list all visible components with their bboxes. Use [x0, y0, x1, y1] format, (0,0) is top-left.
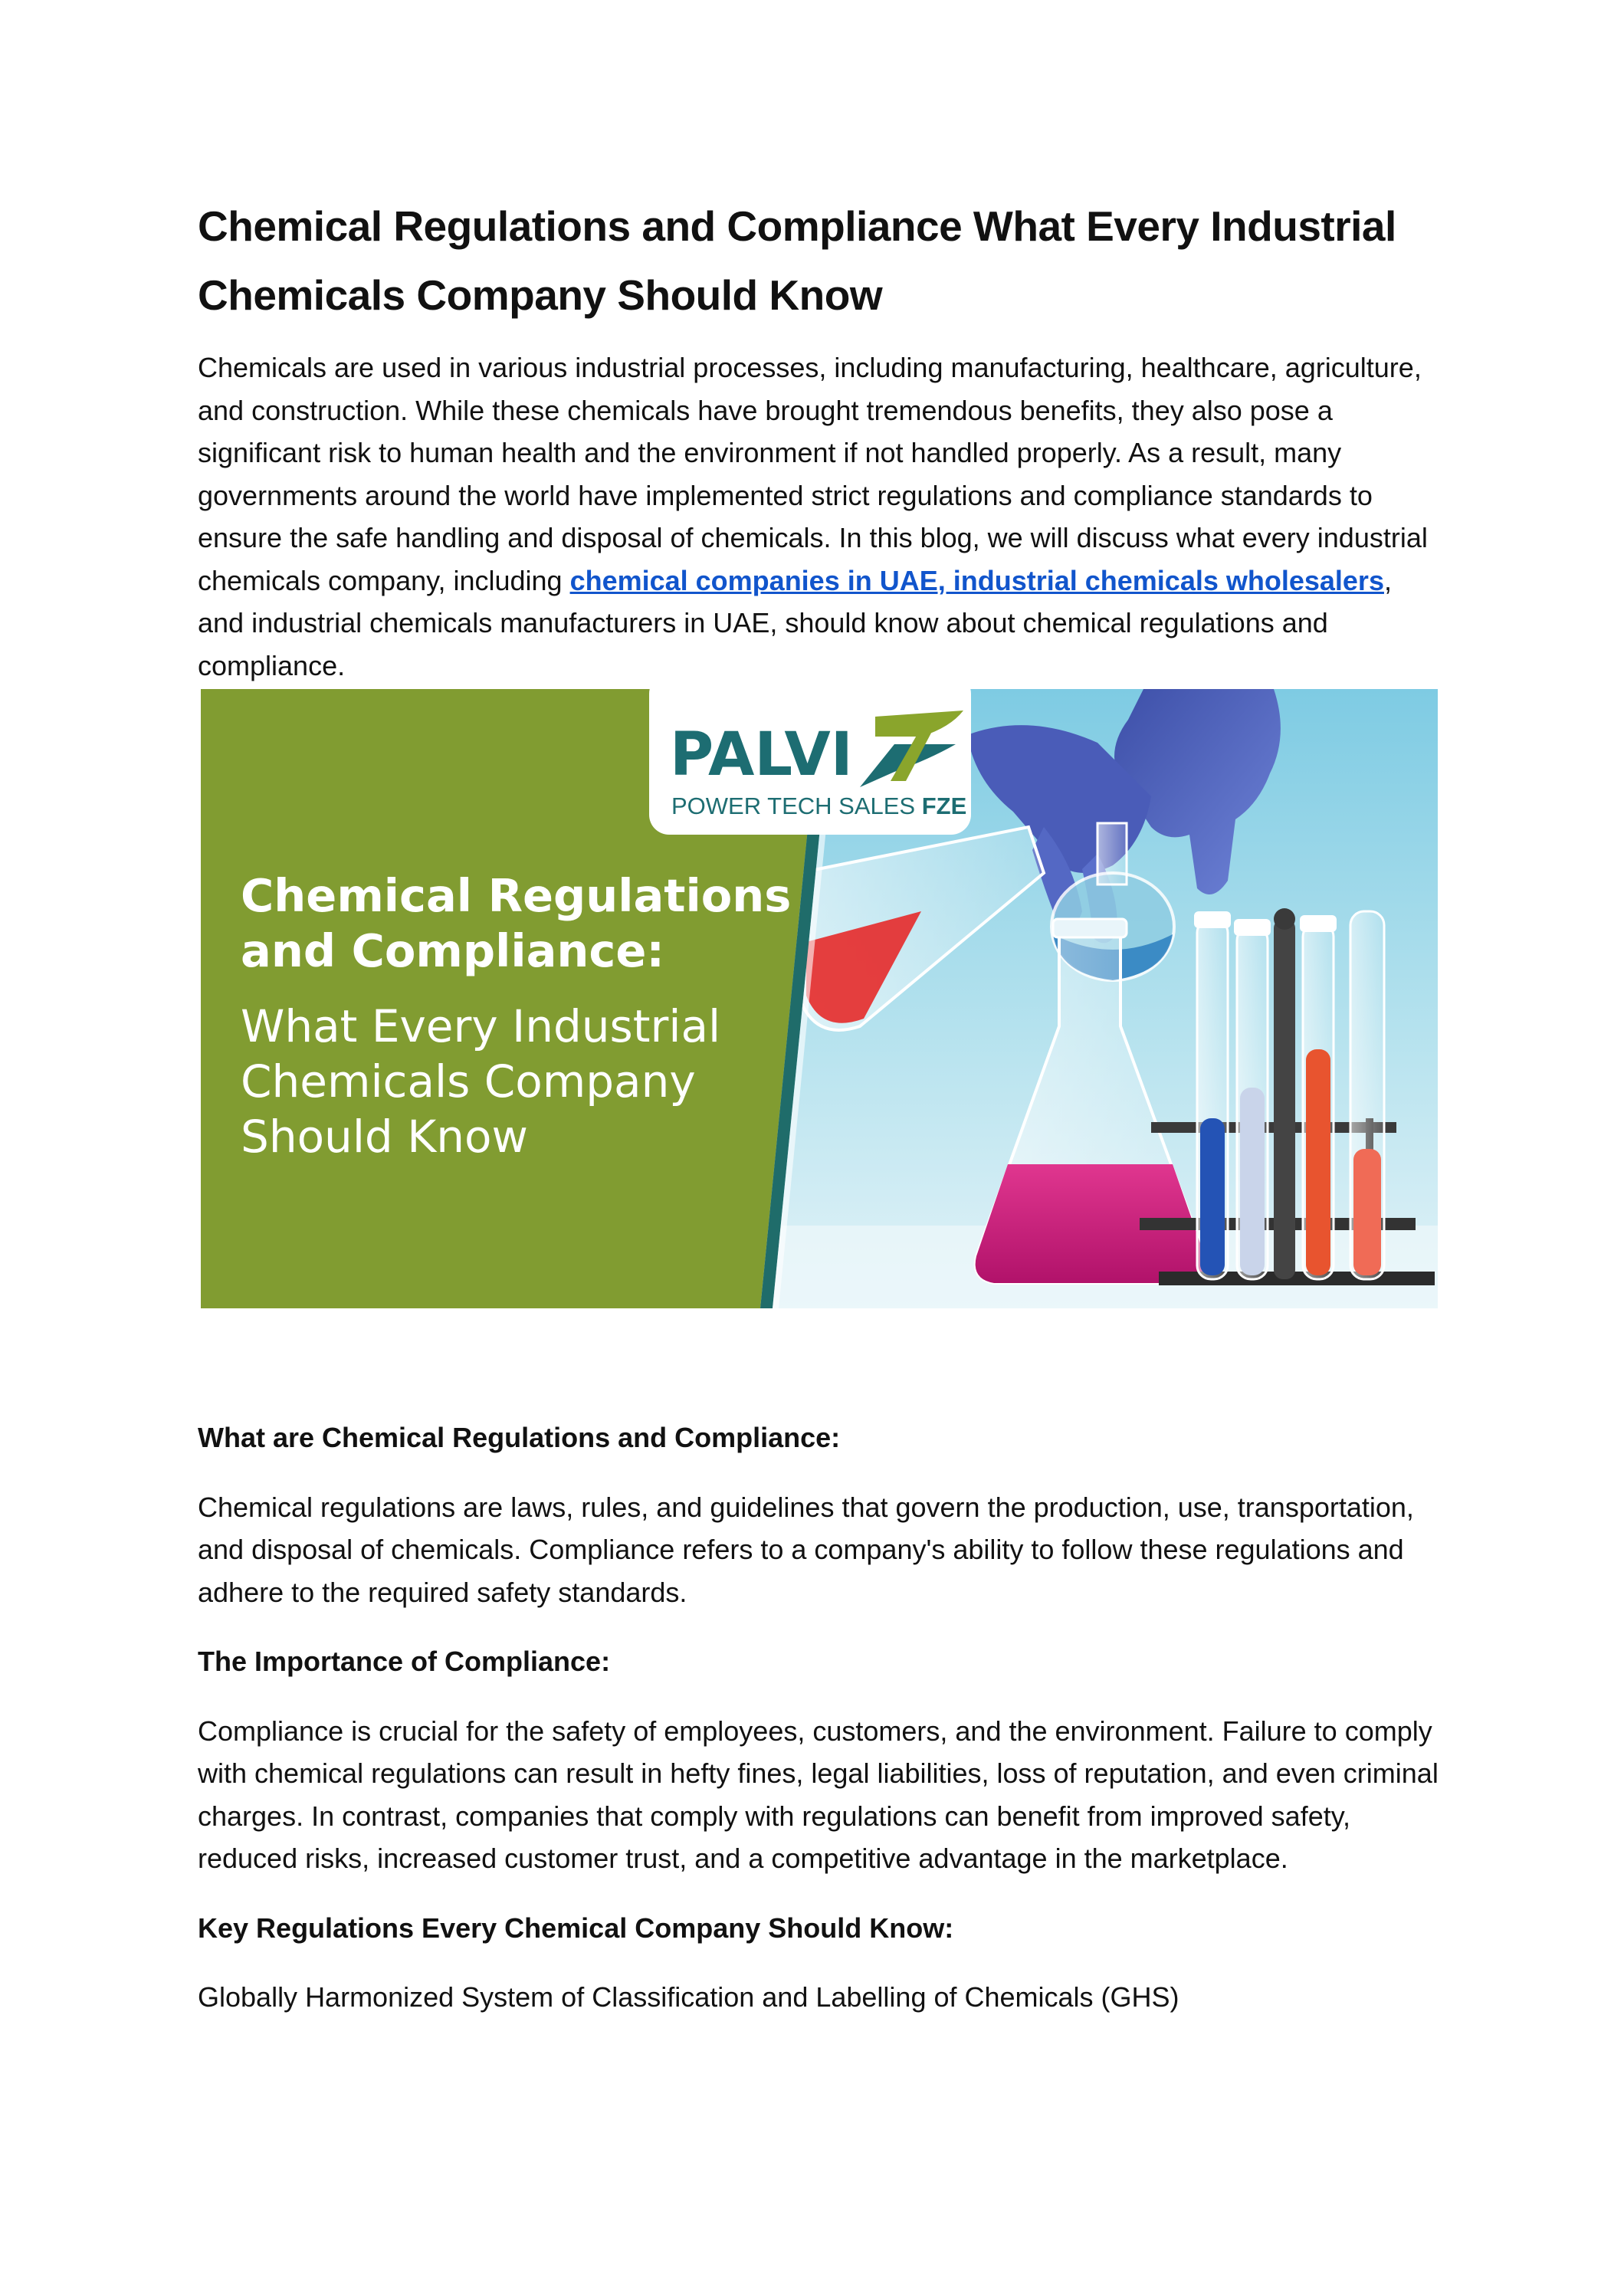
banner-image [201, 689, 1438, 1308]
banner-heading-line2: and Compliance: [241, 924, 664, 977]
article-header [198, 192, 1439, 687]
section-body-3: Globally Harmonized System of Classification and Labelling of Chemicals (GHS) [198, 1981, 1179, 2013]
intro-text: Chemicals are used in various industrial processes, including manufacturing, healthcare, agriculture, and construction. While these chemicals have brought tremendous benefits, they also pose a significant risk to human health and the environment if not handled properly. As a result, many governments around the world have implemented strict regulations and compliance standards to ensure the safe handling and disposal of chemicals. In this blog, we will discuss what every industrial chemicals company, including [198, 352, 1428, 596]
chemical-companies-link[interactable]: chemical companies in UAE, industrial chemicals wholesalers [569, 564, 1384, 596]
banner-sub-line2: Chemicals Company [241, 1055, 696, 1108]
section-body-2: Compliance is crucial for the safety of employees, customers, and the environment. Failure to comply with chemical regulations can result in hefty fines, legal liabilities, loss of reputation, and even criminal charges. In contrast, companies that comply with regulations can benefit from improved safety, reduced risks, increased customer trust, and a competitive advantage in the marketplace. [198, 1715, 1439, 1874]
banner-sub-line3: Should Know [241, 1111, 528, 1163]
banner-heading-line1: Chemical Regulations [241, 869, 792, 922]
section-body-1: Chemical regulations are laws, rules, and guidelines that govern the production, use, transportation, and disposal of chemicals. Compliance refers to a company's ability to follow these regulations and adhere to the required safety standards. [198, 1491, 1414, 1608]
page-title: Chemical Regulations and Compliance What Every Industrial Chemicals Company Should Know [198, 202, 1396, 319]
palvi-logo [649, 689, 971, 835]
test-tubes-icon [1194, 908, 1384, 1279]
logo-name: PALVI [670, 720, 853, 789]
article-sections [198, 1416, 1455, 2019]
section-heading-2: The Importance of Compliance: [198, 1646, 611, 1677]
logo-tagline: POWER TECH SALES FZE [671, 793, 967, 819]
intro-paragraph [198, 346, 1439, 687]
intro-text-end: , and industrial chemicals manufacturers in UAE, should know about chemical regulations and compliance. [198, 564, 1392, 681]
banner-sub-line1: What Every Industrial [241, 1000, 721, 1052]
section-heading-3: Key Regulations Every Chemical Company Should Know: [198, 1912, 954, 1944]
section-heading-1: What are Chemical Regulations and Compliance: [198, 1422, 841, 1453]
